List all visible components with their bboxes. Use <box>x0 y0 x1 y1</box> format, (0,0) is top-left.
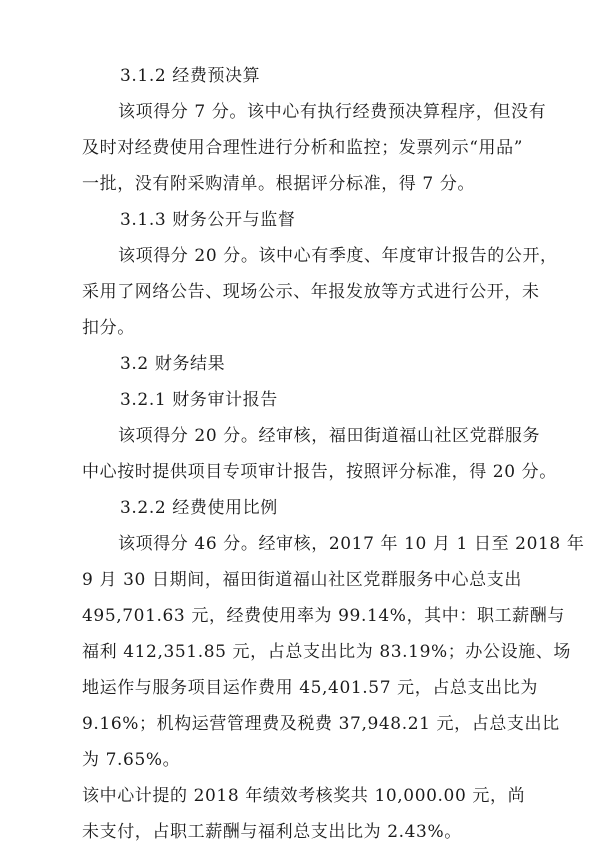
paragraph-line: 该项得分 46 分。经审核，2017 年 10 月 1 日至 2018 年 <box>118 534 585 554</box>
paragraph-line: 未支付，占职工薪酬与福利总支出比为 2.43%。 <box>82 822 462 842</box>
heading-3-1-2: 3.1.2 经费预决算 <box>120 66 261 86</box>
paragraph-line: 一批，没有附采购清单。根据评分标准，得 7 分。 <box>82 174 476 194</box>
paragraph-line: 采用了网络公告、现场公示、年报发放等方式进行公开，未 <box>82 282 540 302</box>
paragraph-line: 9 月 30 日期间，福田街道福山社区党群服务中心总支出 <box>82 570 522 590</box>
paragraph-line: 中心按时提供项目专项审计报告，按照评分标准，得 20 分。 <box>82 462 557 482</box>
paragraph-line: 该项得分 20 分。该中心有季度、年度审计报告的公开， <box>118 246 558 266</box>
paragraph-line: 扣分。 <box>82 318 135 338</box>
paragraph-line: 9.16%；机构运营管理费及税费 37,948.21 元，占总支出比 <box>82 714 560 734</box>
heading-3-1-3: 3.1.3 财务公开与监督 <box>120 210 296 230</box>
heading-3-2: 3.2 财务结果 <box>120 354 226 374</box>
paragraph-line: 地运作与服务项目运作费用 45,401.57 元，占总支出比为 <box>82 678 538 698</box>
paragraph-line: 及时对经费使用合理性进行分析和监控；发票列示“用品” <box>82 138 523 158</box>
heading-3-2-2: 3.2.2 经费使用比例 <box>120 498 278 518</box>
paragraph-line: 该中心计提的 2018 年绩效考核奖共 10,000.00 元，尚 <box>82 786 526 806</box>
paragraph-line: 495,701.63 元，经费使用率为 99.14%，其中：职工薪酬与 <box>82 606 565 626</box>
paragraph-line: 为 7.65%。 <box>82 750 181 770</box>
paragraph-line: 该项得分 20 分。经审核，福田街道福山社区党群服务 <box>118 426 541 446</box>
paragraph-line: 福利 412,351.85 元，占总支出比为 83.19%；办公设施、场 <box>82 642 571 662</box>
paragraph-line: 该项得分 7 分。该中心有执行经费预决算程序，但没有 <box>118 102 547 122</box>
heading-3-2-1: 3.2.1 财务审计报告 <box>120 390 278 410</box>
